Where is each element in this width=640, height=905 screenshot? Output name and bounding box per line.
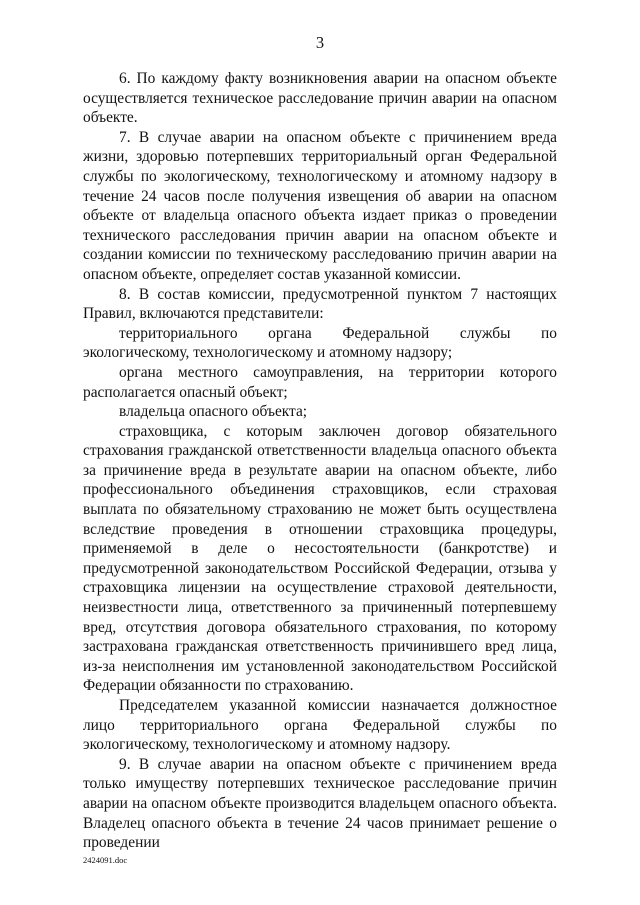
paragraph-8: 8. В состав комиссии, предусмотренной пунктом 7 настоящих Правил, включаются представители: bbox=[83, 285, 557, 323]
paragraph-6: 6. По каждому факту возникновения аварии на опасном объекте осуществляется техническое расследование причин аварии на опасном объекте. bbox=[83, 70, 557, 127]
document-body bbox=[83, 69, 557, 853]
paragraph-7: 7. В случае аварии на опасном объекте с причинением вреда жизни, здоровью потерпевших территориальный орган Федеральной службы по экологическому, технологическому и атомному надзору в течение 24 часов после получения извещения об аварии на опасном объекте от владельца опасного объекта издает приказ о проведении технического расследования причин аварии на опасном объекте и создании комиссии по техническому расследованию причин аварии на опасном объекте, определяет состав указанной комиссии. bbox=[83, 128, 557, 283]
paragraph-8-chairman: Председателем указанной комиссии назначается должностное лицо территориального органа Федеральной службы по экологическому, технологическому и атомному надзору. bbox=[83, 697, 557, 754]
footer-filename: 2424091.doc bbox=[83, 855, 128, 865]
paragraph-9: 9. В случае аварии на опасном объекте с причинением вреда только имуществу потерпевших техническое расследование причин аварии на опасном объекте производится владельцем опасного объекта. Владелец опасного объекта в течение 24 часов принимает решение о проведении bbox=[83, 755, 557, 852]
paragraph-8-item-local-government: органа местного самоуправления, на территории которого располагается опасный объект; bbox=[83, 363, 557, 401]
paragraph-8-item-insurer: страховщика, с которым заключен договор обязательного страхования гражданской ответственности владельца опасного объекта за причинение вреда в результате аварии на опасном объекте, либо профессионального объединения страховщиков, если страховая выплата по обязательному страхованию не может быть осуществлена вследствие проведения в отношении страховщика процедуры, применяемой в деле о несостоятельности (банкротстве) и предусмотренной законодательством Российской Федерации, отзыва у страховщика лицензии на осуществление страховой деятельности, неизвестности лица, ответственного за причиненный потерпевшему вред, отсутствия договора обязательного страхования, по которому застрахована гражданская ответственность причинившего вред лица, из-за неисполнения им установленной законодательством Российской Федерации обязанности по страхованию. bbox=[83, 422, 557, 695]
page-number: 3 bbox=[315, 33, 325, 52]
paragraph-8-item-territorial-body: территориального органа Федеральной службы по экологическому, технологическому и атомному надзору; bbox=[83, 324, 557, 362]
paragraph-8-item-owner: владельца опасного объекта; bbox=[119, 403, 308, 421]
